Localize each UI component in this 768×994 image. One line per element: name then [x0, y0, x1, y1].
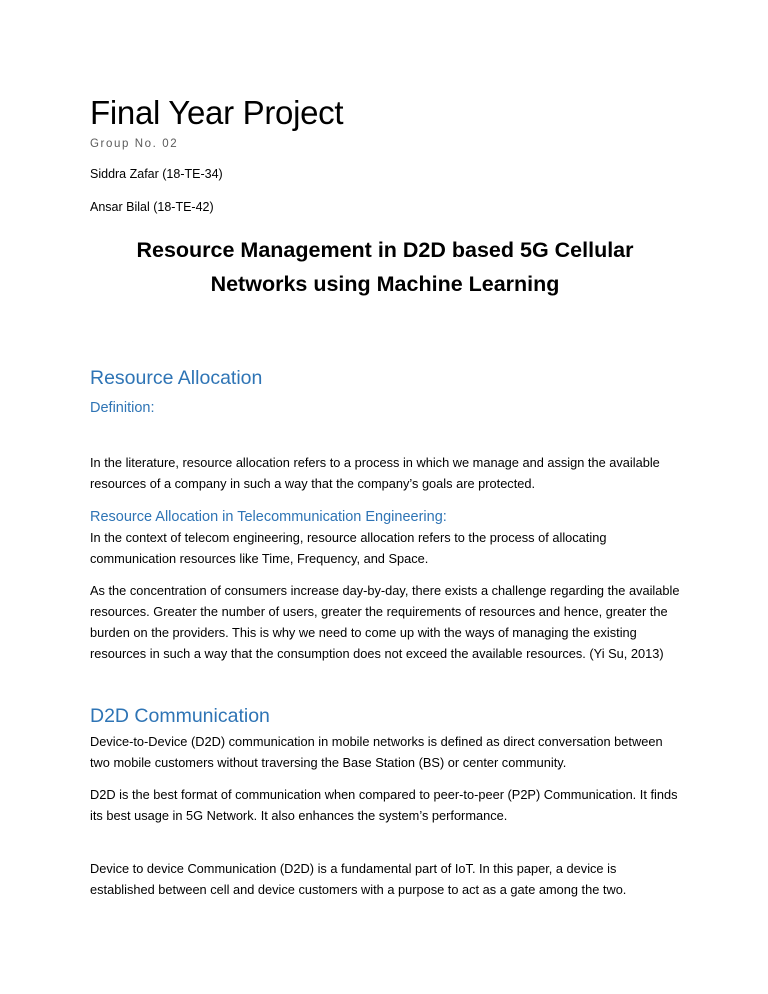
paragraph-definition: In the literature, resource allocation refers to a process in which we manage and assign the available resources of a company in such a way that the company’s goals are protected.: [90, 455, 660, 491]
document-title: Final Year Project: [90, 94, 344, 131]
section-heading-resource-allocation: Resource Allocation: [90, 367, 263, 389]
main-heading-line: Resource Management in D2D based 5G Cellular: [136, 238, 634, 262]
main-heading: [90, 233, 680, 301]
paragraph-challenge: As the concentration of consumers increase day-by-day, there exists a challenge regarding the available resources. Greater the number of users, greater the requirements of resources and hence, greater the burden on the providers. This is why we need to come up with the ways of managing the existing resources in such a way that the consumption does not exceed the available resources. (Yi Su, 2013): [90, 583, 680, 661]
paragraph-d2d-definition: Device-to-Device (D2D) communication in mobile networks is defined as direct conversation between two mobile customers without traversing the Base Station (BS) or center community.: [90, 734, 663, 770]
document-subtitle: Group No. 02: [90, 138, 179, 150]
subheading-telecom-engineering: Resource Allocation in Telecommunication Engineering:: [90, 509, 447, 525]
paragraph-d2d-p2p: D2D is the best format of communication when compared to peer-to-peer (P2P) Communication. It finds its best usage in 5G Network. It also enhances the system’s performance.: [90, 787, 678, 823]
author-line: Ansar Bilal (18-TE-42): [90, 200, 214, 214]
author-line: Siddra Zafar (18-TE-34): [90, 167, 223, 181]
paragraph-telecom: In the context of telecom engineering, resource allocation refers to the process of allocating communication resources like Time, Frequency, and Space.: [90, 530, 607, 566]
subheading-definition: Definition:: [90, 400, 155, 416]
main-heading-line: Networks using Machine Learning: [210, 272, 560, 296]
paragraph-d2d-iot: Device to device Communication (D2D) is a fundamental part of IoT. In this paper, a device is established between cell and device customers with a purpose to act as a gate among the two.: [90, 861, 627, 897]
section-heading-d2d: D2D Communication: [90, 705, 270, 727]
